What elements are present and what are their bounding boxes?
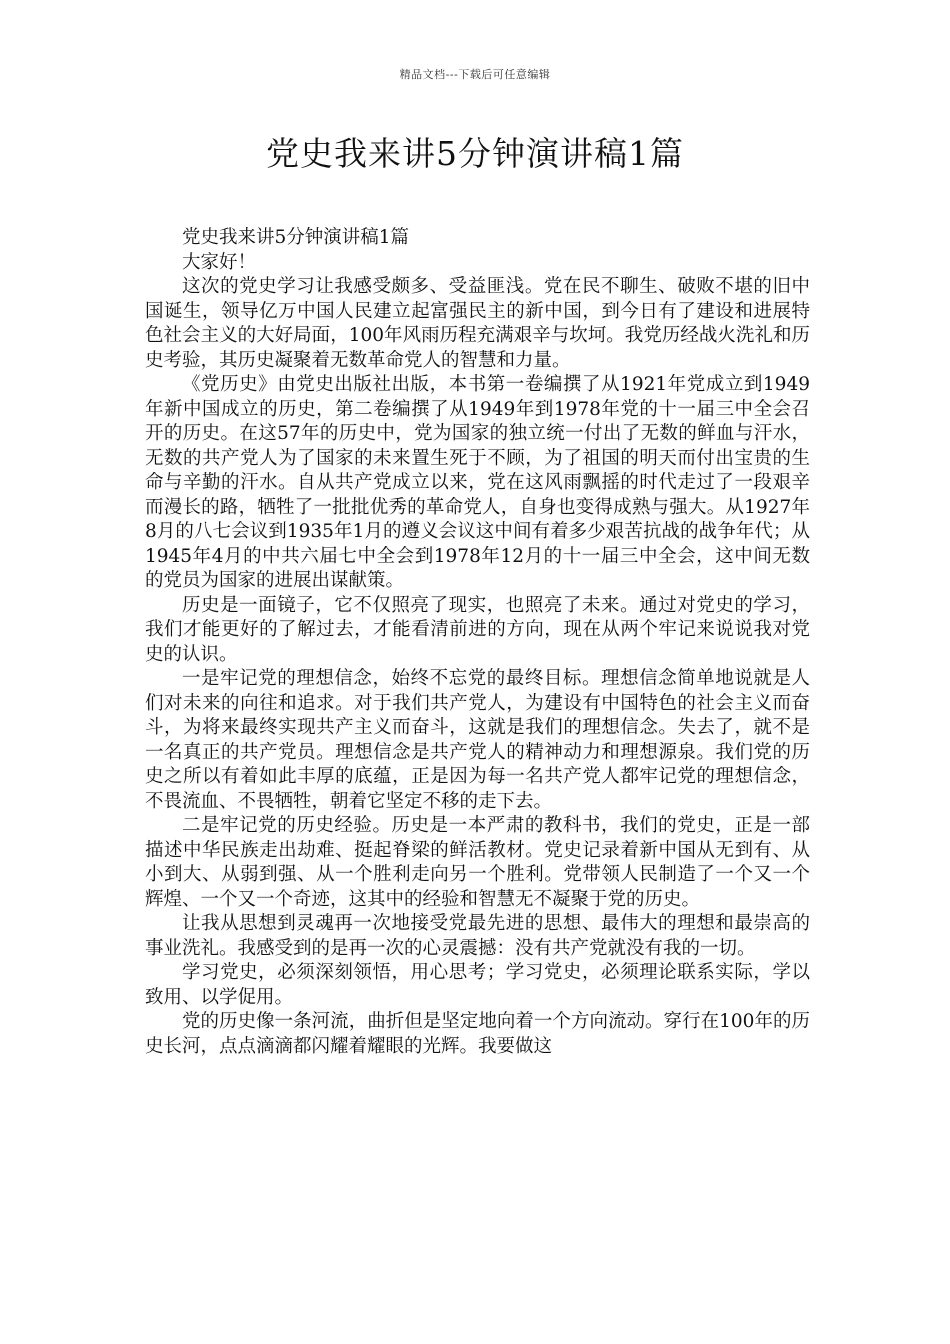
paragraph: 二是牢记党的历史经验。历史是一本严肃的教科书，我们的党史，正是一部描述中华民族走出劫难、挺起脊梁的鲜活教材。党史记录着新中国从无到有、从小到大、从弱到强、从一个胜利走向另一个胜利。党带领人民制造了一个又一个辉煌、一个又一个奇迹，这其中的经验和智慧无不凝聚于党的历史。 [145,815,810,910]
paragraph: 一是牢记党的理想信念，始终不忘党的最终目标。理想信念简单地说就是人们对未来的向往和追求。对于我们共产党人，为建设有中国特色的社会主义而奋斗，为将来最终实现共产主义而奋斗，这就是我们的理想信念。失去了，就不是一名真正的共产党员。理想信念是共产党人的精神动力和理想源泉。我们党的历史之所以有着如此丰厚的底蕴，正是因为每一名共产党人都牢记党的理想信念，不畏流血、不畏牺牲，朝着它坚定不移的走下去。 [145,668,810,812]
page-header: 精品文档---下载后可任意编辑 [399,68,551,81]
paragraph: 《党历史》由党史出版社出版，本书第一卷编撰了从1921年党成立到1949年新中国成立的历史，第二卷编撰了从1949年到1978年党的十一届三中全会召开的历史。在这57年的历史中，党为国家的独立统一付出了无数的鲜血与汗水，无数的共产党人为了国家的未来置生死于不顾，为了祖国的明天而付出宝贵的生命与辛勤的汗水。自从共产党成立以来，党在这风雨飘摇的时代走过了一段艰辛而漫长的路，牺牲了一批批优秀的革命党人，自身也变得成熟与强大。从1927年8月的八七会议到1935年1月的遵义会议这中间有着多少艰苦抗战的战争年代；从1945年4月的中共六届七中全会到1978年12月的十一届三中全会，这中间无数的党员为国家的进展出谋献策。 [145,374,810,591]
paragraph: 学习党史，必须深刻领悟，用心思考；学习党史，必须理论联系实际，学以致用、以学促用。 [145,962,810,1008]
paragraph: 这次的党史学习让我感受颇多、受益匪浅。党在民不聊生、破败不堪的旧中国诞生，领导亿万中国人民建立起富强民主的新中国，到今日有了建设和进展特色社会主义的大好局面，100年风雨历程充满艰辛与坎坷。我党历经战火洗礼和历史考验，其历史凝聚着无数革命党人的智慧和力量。 [145,276,810,371]
paragraph-greeting: 大家好！ [182,251,257,273]
document-title: 党史我来讲5分钟演讲稿1篇 [266,134,684,173]
document-body [145,226,810,1059]
paragraph: 历史是一面镜子，它不仅照亮了现实，也照亮了未来。通过对党史的学习，我们才能更好的了解过去，才能看清前进的方向，现在从两个牢记来说说我对党史的认识。 [145,594,810,665]
paragraph-subtitle: 党史我来讲5分钟演讲稿1篇 [182,227,410,248]
paragraph: 让我从思想到灵魂再一次地接受党最先进的思想、最伟大的理想和最崇高的事业洗礼。我感受到的是再一次的心灵震撼：没有共产党就没有我的一切。 [145,913,810,959]
paragraph: 党的历史像一条河流，曲折但是坚定地向着一个方向流动。穿行在100年的历史长河，点点滴滴都闪耀着耀眼的光辉。我要做这 [145,1011,810,1057]
